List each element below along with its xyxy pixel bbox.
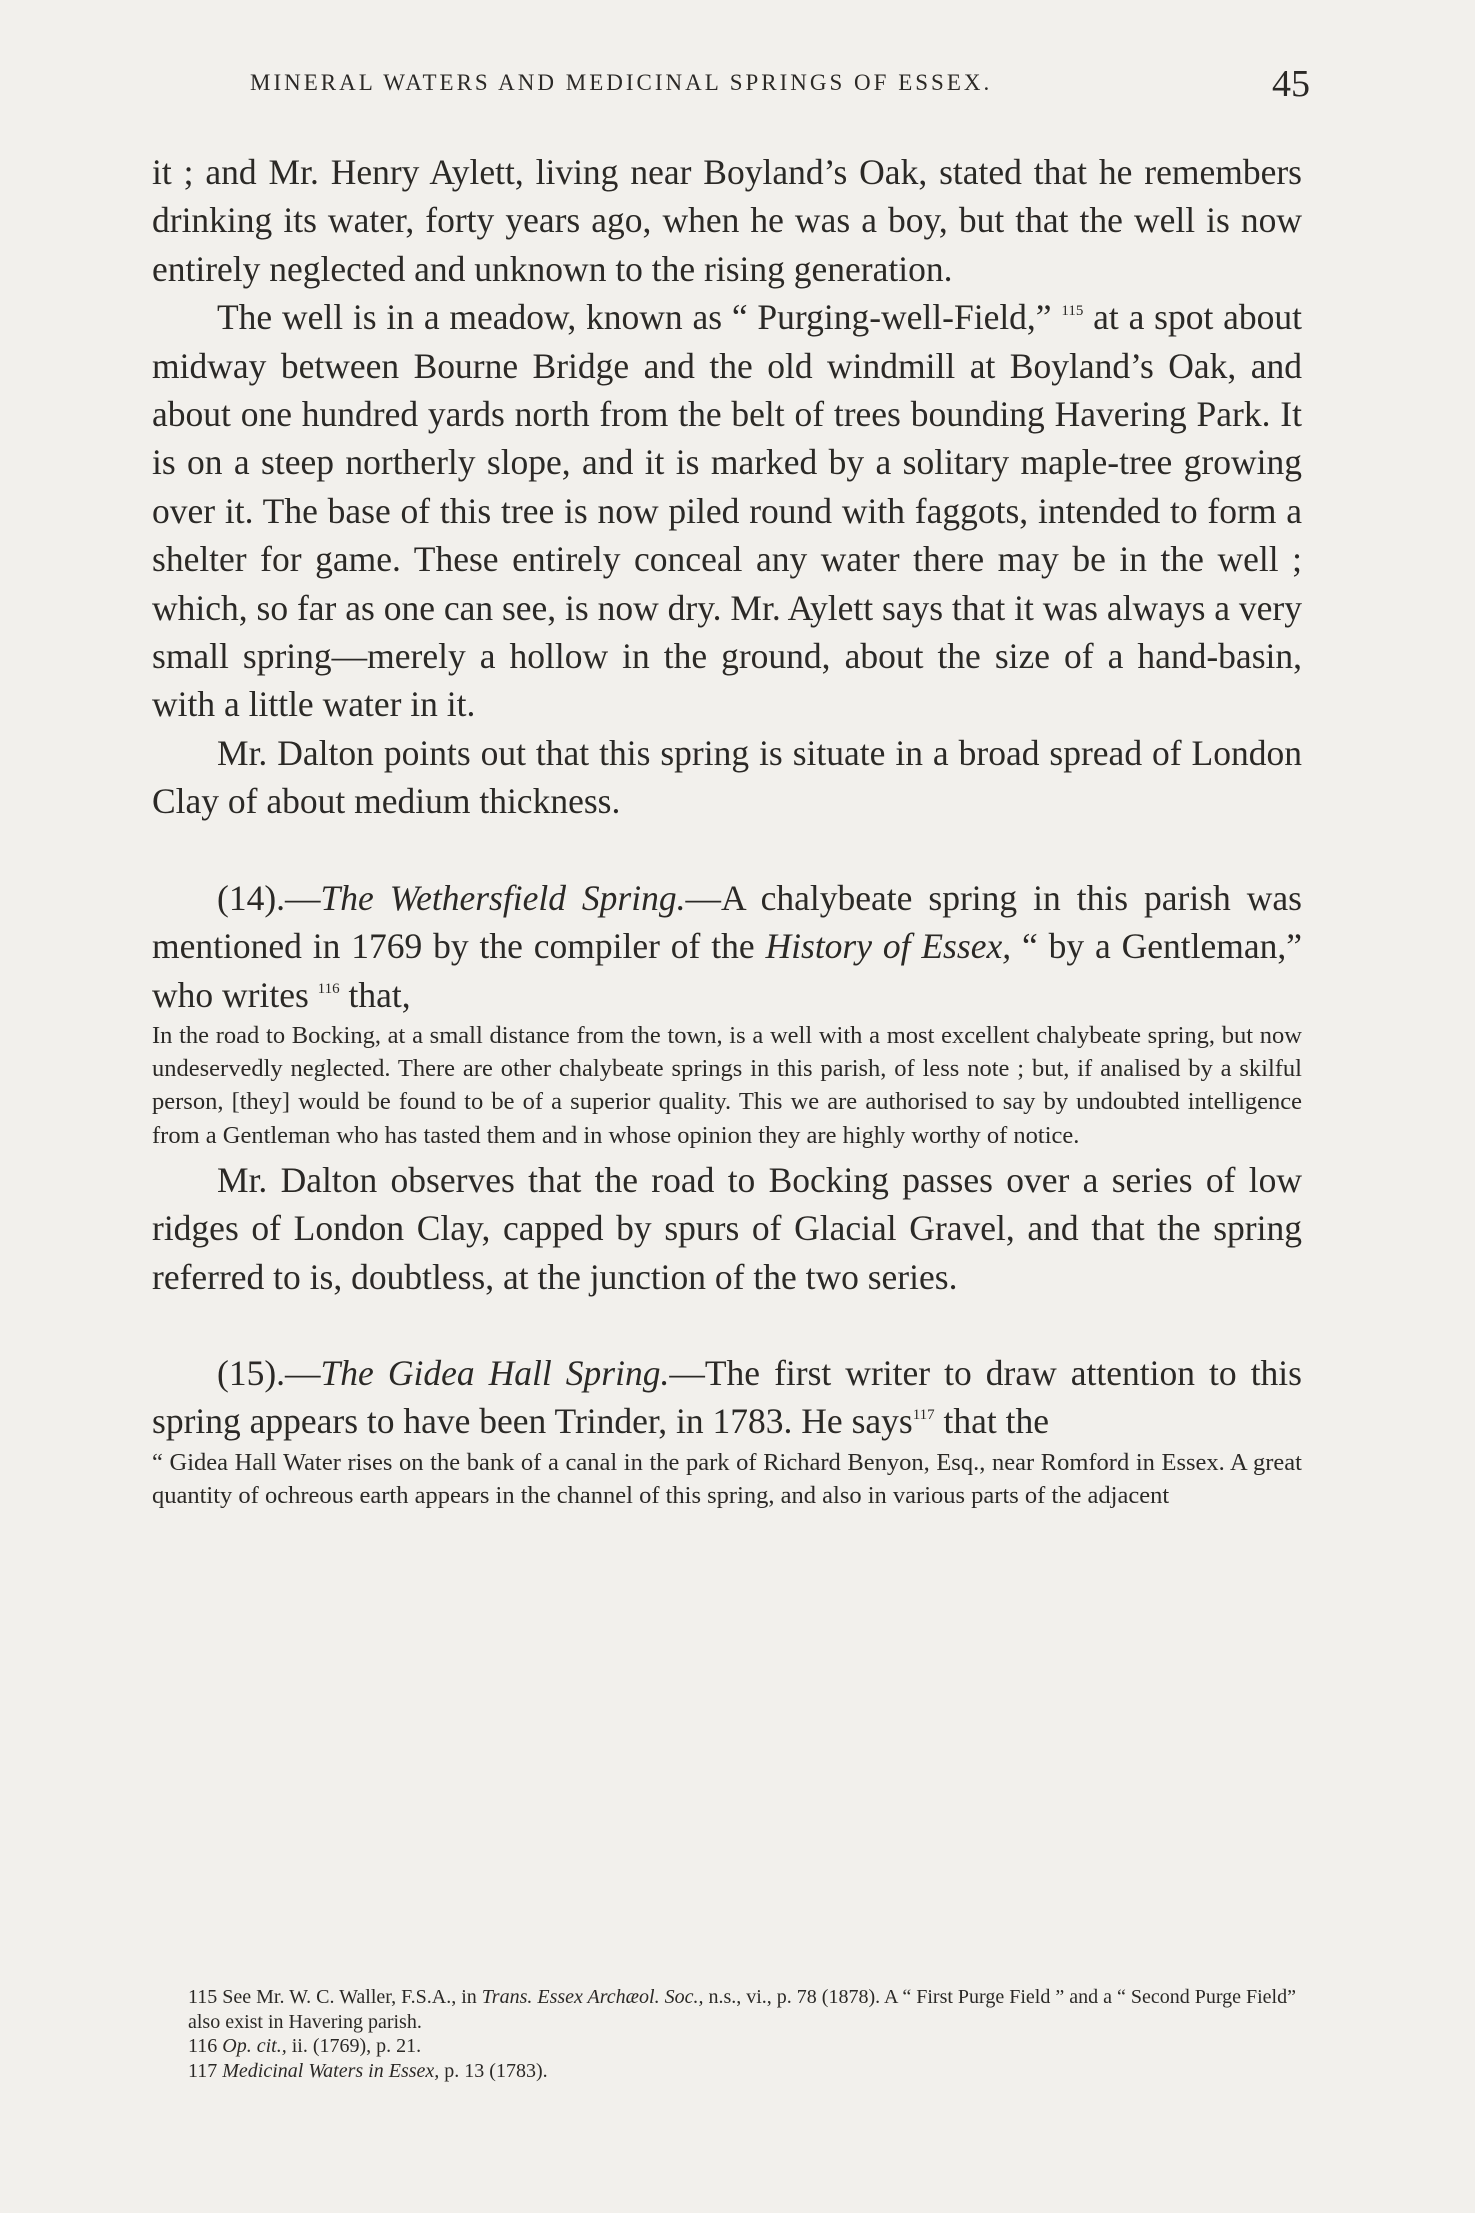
block-quote-gidea-hall: “ Gidea Hall Water rises on the bank of a canal in the park of Richard Benyon, Esq., near Romford in Essex. A great quantity of ochreous earth appears in the channel of this spring, and also in various parts of the adjacent xyxy=(152,1448,1302,1509)
page-header xyxy=(150,62,1310,122)
section-number: (14).— xyxy=(217,877,321,918)
book-title: Medicinal Waters in Essex, xyxy=(222,2059,440,2082)
footnote-text: p. 13 (1783). xyxy=(439,2059,548,2082)
footnote-text: 117 xyxy=(188,2059,223,2082)
footnote-117 xyxy=(152,2059,1302,2084)
section-14-heading-paragraph xyxy=(152,874,1302,1019)
section-number: (15).— xyxy=(217,1352,321,1393)
footnote-ref-117[interactable]: 117 xyxy=(912,1407,935,1424)
footnote-text: 115 See Mr. W. C. Waller, F.S.A., in xyxy=(188,1986,482,2008)
footnote-text: n.s., vi., p. 78 (1878). A “ First Purge Field ” and a “ Second Purge Field” also exist in Havering parish. xyxy=(188,1986,1296,2033)
running-head: MINERAL WATERS AND MEDICINAL SPRINGS OF ESSEX. xyxy=(250,70,993,95)
page-number: 45 xyxy=(1272,63,1310,105)
paragraph-text: at a spot about midway between Bourne Bridge and the old windmill at Boyland’s Oak, and about one hundred yards north from the belt of trees bounding Havering Park. It is on a steep northerly slope, and it is marked by a solitary maple-tree growing over it. The base of this tree is now piled round with faggots, intended to form a shelter for game. These entirely conceal any water there may be in the well ; which, so far as one can see, is now dry. Mr. Aylett says that it was always a very small spring—merely a hollow in the ground, about the size of a hand-basin, with a little water in it. xyxy=(152,297,1302,725)
journal-title: Trans. Essex Archæol. Soc., xyxy=(481,1986,704,2008)
footnote-ref-115[interactable]: 115 xyxy=(1061,303,1084,320)
paragraph-text: “ by a Gentleman,” who writes xyxy=(152,926,1302,1015)
body-text xyxy=(152,148,1302,1512)
paragraph-continuation: it ; and Mr. Henry Aylett, living near Boyland’s Oak, stated that he remembers drinking its water, forty years ago, when he was a boy, but that the well is now entirely neglected and unknown to the rising generation. xyxy=(152,152,1302,289)
footnote-116 xyxy=(152,2034,1302,2059)
section-title: The Wethersfield Spring. xyxy=(320,877,686,918)
paragraph-well-location xyxy=(152,293,1302,729)
footnotes xyxy=(152,1985,1302,2083)
footnote-ref-116[interactable]: 116 xyxy=(317,980,340,997)
paragraph-text: —The first writer to draw attention to this spring appears to have been Trinder, in 1783. He says xyxy=(152,1352,1302,1442)
footnote-115 xyxy=(152,1985,1302,2034)
block-quote-wethersfield: In the road to Bocking, at a small distance from the town, is a well with a most excellent chalybeate spring, but now undeservedly neglected. There are other chalybeate springs in this parish, of less note ; but, if analised by a skilful person, [they] would be found to be of a superior quality. This we are authorised to say by undoubted intelligence from a Gentleman who has tasted them and in whose opinion they are highly worthy of notice. xyxy=(152,1021,1302,1149)
paragraph-text: that the xyxy=(934,1401,1050,1442)
section-title: The Gidea Hall Spring. xyxy=(320,1352,670,1393)
footnote-text: 116 xyxy=(188,2035,223,2057)
paragraph-text: that, xyxy=(339,974,411,1015)
book-title: History of Essex, xyxy=(765,926,1012,967)
paragraph-dalton-clay: Mr. Dalton points out that this spring is situate in a broad spread of London Clay of about medium thickness. xyxy=(152,732,1302,822)
citation-abbrev: Op. cit., xyxy=(222,2035,287,2057)
paragraph-text: —A chalybeate spring in this parish was mentioned in 1769 by the compiler of the xyxy=(152,877,1302,967)
footnote-text: ii. (1769), p. 21. xyxy=(286,2035,422,2057)
paragraph-text: The well is in a meadow, known as “ Purging-well-Field,” xyxy=(217,297,1052,338)
paragraph-dalton-bocking: Mr. Dalton observes that the road to Bocking passes over a series of low ridges of London Clay, capped by spurs of Glacial Gravel, and that the spring referred to is, doubtless, at the junction of the two series. xyxy=(152,1159,1302,1297)
section-15-heading-paragraph xyxy=(152,1349,1302,1446)
